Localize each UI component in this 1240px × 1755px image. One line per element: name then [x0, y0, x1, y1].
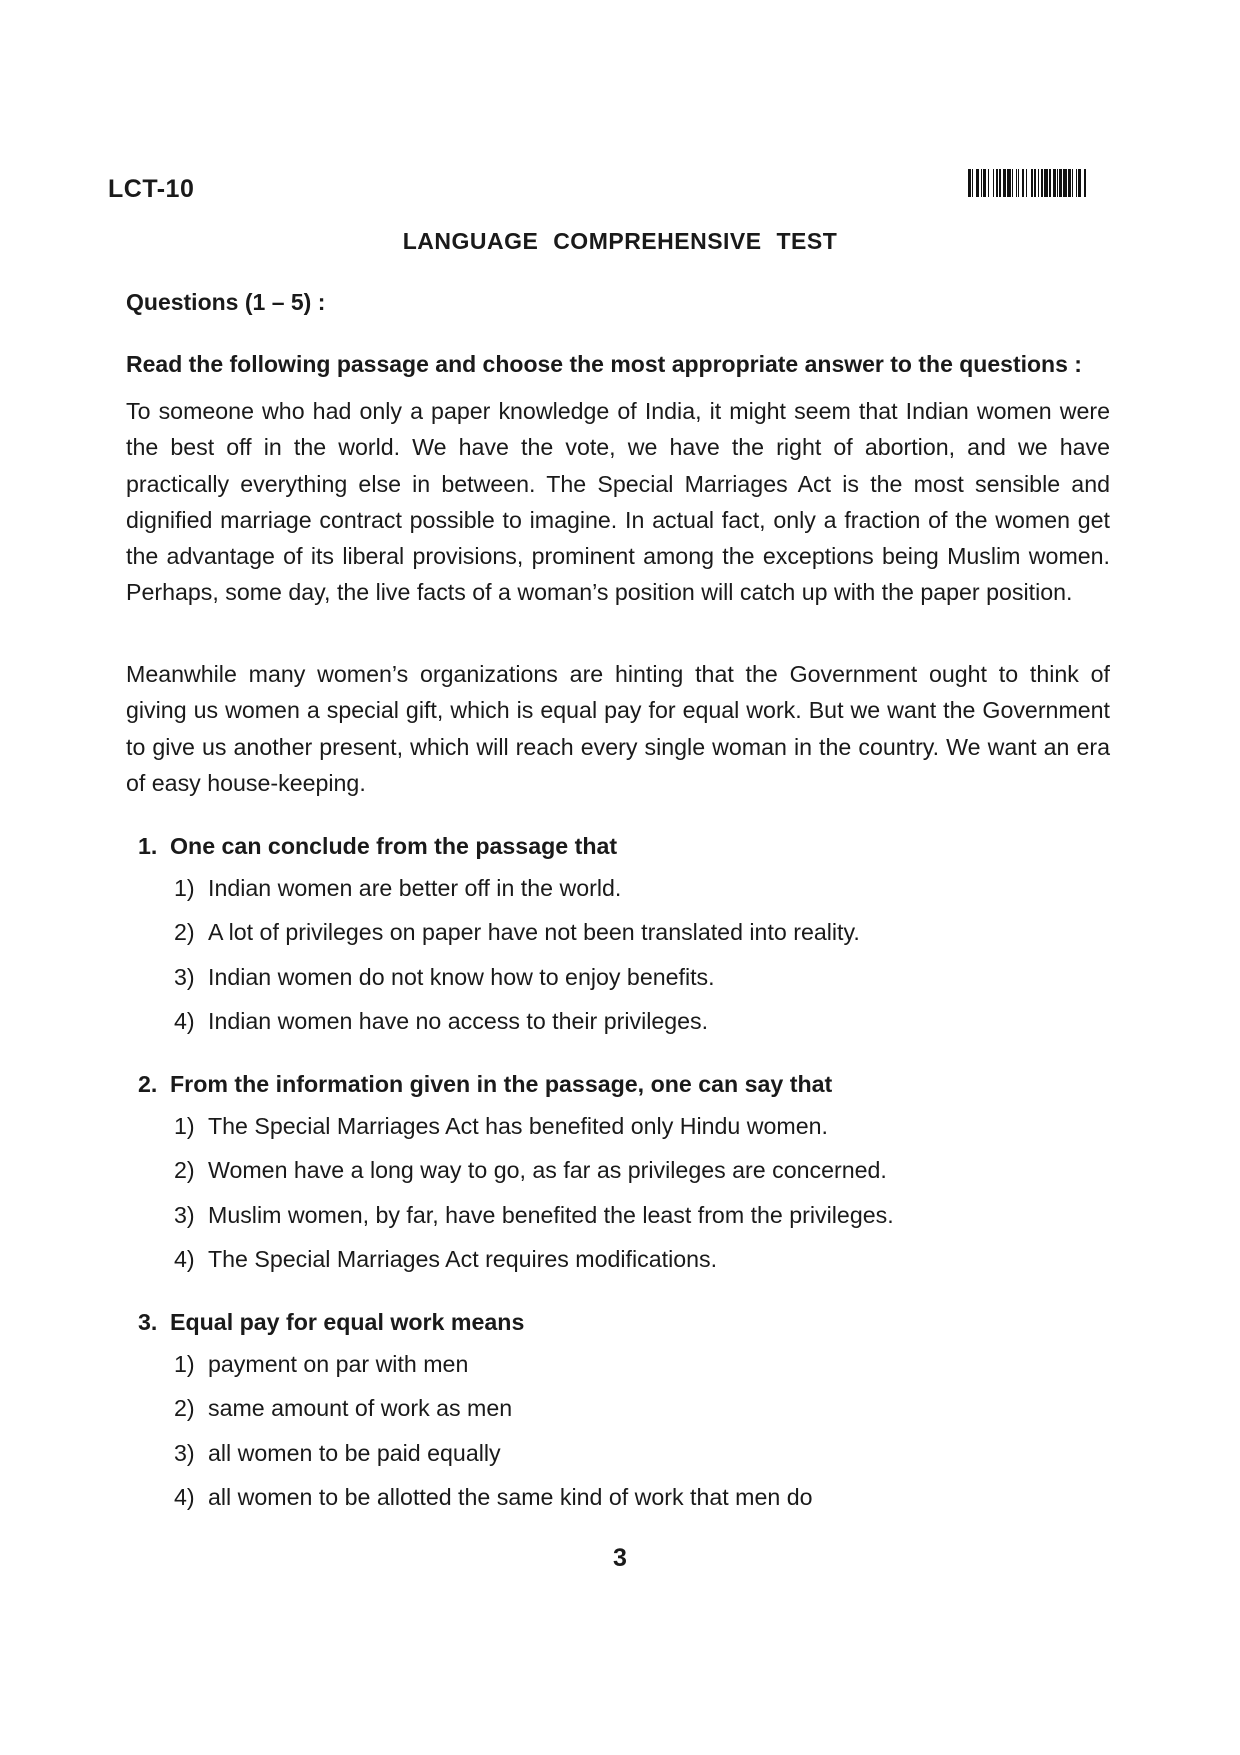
instruction-text: Read the following passage and choose the most appropriate answer to the questions :: [126, 351, 1082, 377]
option-item: [174, 875, 1118, 919]
option-text: same amount of work as men: [208, 1395, 513, 1422]
option-text: A lot of privileges on paper have not been translated into reality.: [208, 919, 860, 946]
option-text: Indian women are better off in the world.: [208, 875, 622, 901]
option-list: [174, 875, 1118, 1053]
option-item: [174, 1484, 1118, 1528]
option-number: 3): [174, 963, 195, 990]
question-text: One can conclude from the passage that: [170, 833, 618, 859]
option-text: Women have a long way to go, as far as privileges are concerned.: [208, 1157, 887, 1184]
barcode-image: [968, 169, 1132, 197]
option-number: 4): [174, 1246, 195, 1273]
question-number: 1.: [138, 833, 158, 859]
option-text: Indian women do not know how to enjoy benefits.: [208, 963, 715, 990]
option-item: [174, 1008, 1118, 1052]
question-3: [138, 1309, 1118, 1529]
question-text: From the information given in the passage, one can say that: [170, 1071, 833, 1097]
option-text: payment on par with men: [208, 1351, 469, 1377]
option-text: Muslim women, by far, have benefited the least from the privileges.: [208, 1201, 894, 1228]
passage-paragraph: To someone who had only a paper knowledge of India, it might seem that Indian women were the best off in the world. We have the vote, we have the right of abortion, and we have practically everything else in between. The Special Marriages Act is the most sensible and dignified marriage contract possible to imagine. In actual fact, only a fraction of the women get the advantage of its liberal provisions, prominent among the exceptions being Muslim women. Perhaps, some day, the live facts of a woman’s position will catch up with the paper position.: [126, 398, 1110, 606]
question-number: 2.: [138, 1071, 158, 1097]
question-stem: [138, 1071, 1118, 1098]
question-text: Equal pay for equal work means: [170, 1309, 525, 1335]
option-number: 2): [174, 919, 195, 946]
page-title: LANGUAGE COMPREHENSIVE TEST: [402, 228, 838, 254]
option-item: [174, 1440, 1118, 1484]
option-text: The Special Marriages Act has benefited only Hindu women.: [208, 1113, 828, 1139]
option-number: 1): [174, 1113, 195, 1139]
option-item: [174, 1202, 1118, 1246]
option-number: 4): [174, 1008, 195, 1035]
option-number: 2): [174, 1395, 195, 1422]
option-item: [174, 1246, 1118, 1290]
option-number: 1): [174, 875, 195, 901]
option-item: [174, 1351, 1118, 1395]
option-text: all women to be allotted the same kind of work that men do: [208, 1484, 813, 1511]
option-item: [174, 1395, 1118, 1439]
option-list: [174, 1113, 1118, 1291]
paper-code: LCT-10: [108, 175, 195, 203]
barcode-bar: [1086, 169, 1087, 197]
passage-paragraph: Meanwhile many women’s organizations are hinting that the Government ought to think of giving us women a special gift, which is equal pay for equal work. But we want the Government to give us another present, which will reach every single woman in the country. We want an era of easy house-keeping.: [126, 661, 1110, 796]
option-item: [174, 919, 1118, 963]
option-text: The Special Marriages Act requires modifications.: [208, 1246, 718, 1273]
option-item: [174, 1157, 1118, 1201]
option-number: 1): [174, 1351, 195, 1377]
question-stem: [138, 833, 1118, 860]
option-text: Indian women have no access to their privileges.: [208, 1008, 709, 1035]
option-item: [174, 1113, 1118, 1157]
option-number: 3): [174, 1439, 195, 1466]
option-number: 4): [174, 1484, 195, 1511]
question-2: [138, 1071, 1118, 1291]
page-number: 3: [613, 1544, 627, 1572]
question-1: [138, 833, 1118, 1053]
question-number: 3.: [138, 1309, 158, 1335]
option-text: all women to be paid equally: [208, 1439, 501, 1466]
option-number: 3): [174, 1201, 195, 1228]
option-list: [174, 1351, 1118, 1529]
question-stem: [138, 1309, 1118, 1336]
option-number: 2): [174, 1157, 195, 1184]
question-range-heading: Questions (1 – 5) :: [126, 289, 326, 315]
option-item: [174, 964, 1118, 1008]
